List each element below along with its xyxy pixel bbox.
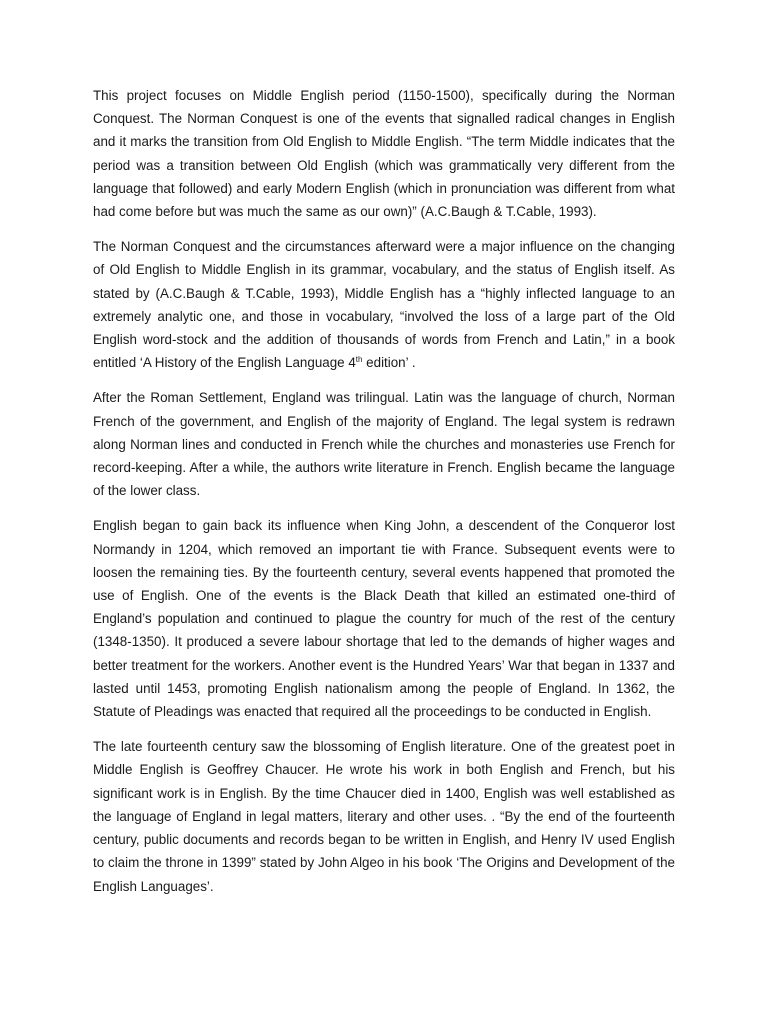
paragraph-3: After the Roman Settlement, England was trilingual. Latin was the language of church, Norman French of the government, and English of the majority of England. The legal system is redrawn along Norman lines and conducted in French while the churches and monasteries use French for record-keeping. After a while, the authors write literature in French. English became the language of the lower class.: [93, 390, 675, 499]
paragraph-5: The late fourteenth century saw the blossoming of English literature. One of the greatest poet in Middle English is Geoffrey Chaucer. He wrote his work in both English and French, but his significant work is in English. By the time Chaucer died in 1400, English was well established as the language of England in legal matters, literary and other uses. . “By the end of the fourteenth century, public documents and records began to be written in English, and Henry IV used English to claim the throne in 1399” stated by John Algeo in his book ‘The Origins and Development of the English Languages’.: [93, 739, 675, 894]
paragraph-2: [93, 235, 675, 374]
paragraph-4: English began to gain back its influence when King John, a descendent of the Conqueror lost Normandy in 1204, which removed an important tie with France. Subsequent events were to loosen the remaining ties. By the fourteenth century, several events happened that promoted the use of English. One of the events is the Black Death that killed an estimated one-third of England’s population and continued to plague the country for much of the rest of the century (1348-1350). It produced a severe labour shortage that led to the demands of higher wages and better treatment for the workers. Another event is the Hundred Years’ War that began in 1337 and lasted until 1453, promoting English nationalism among the people of England. In 1362, the Statute of Pleadings was enacted that required all the proceedings to be conducted in English.: [93, 518, 675, 720]
paragraph-1: This project focuses on Middle English period (1150-1500), specifically during the Norman Conquest. The Norman Conquest is one of the events that signalled radical changes in English and it marks the transition from Old English to Middle English. “The term Middle indicates that the period was a transition between Old English (which was grammatically very different from the language that followed) and early Modern English (which in pronunciation was different from what had come before but was much the same as our own)” (A.C.Baugh & T.Cable, 1993).: [93, 88, 675, 220]
paragraph-2-tail: edition’ .: [362, 355, 416, 371]
paragraph-2-text: The Norman Conquest and the circumstances afterward were a major influence on the changing of Old English to Middle English in its grammar, vocabulary, and the status of English itself. As stated by (A.C.Baugh & T.Cable, 1993), Middle English has a “highly inflected language to an extremely analytic one, and those in vocabulary, “involved the loss of a large part of the Old English word-stock and the addition of thousands of words from French and Latin,” in a book entitled ‘A History of the English Language 4: [93, 239, 675, 371]
superscript-ordinal: th: [355, 355, 363, 365]
document-page: [93, 84, 675, 910]
